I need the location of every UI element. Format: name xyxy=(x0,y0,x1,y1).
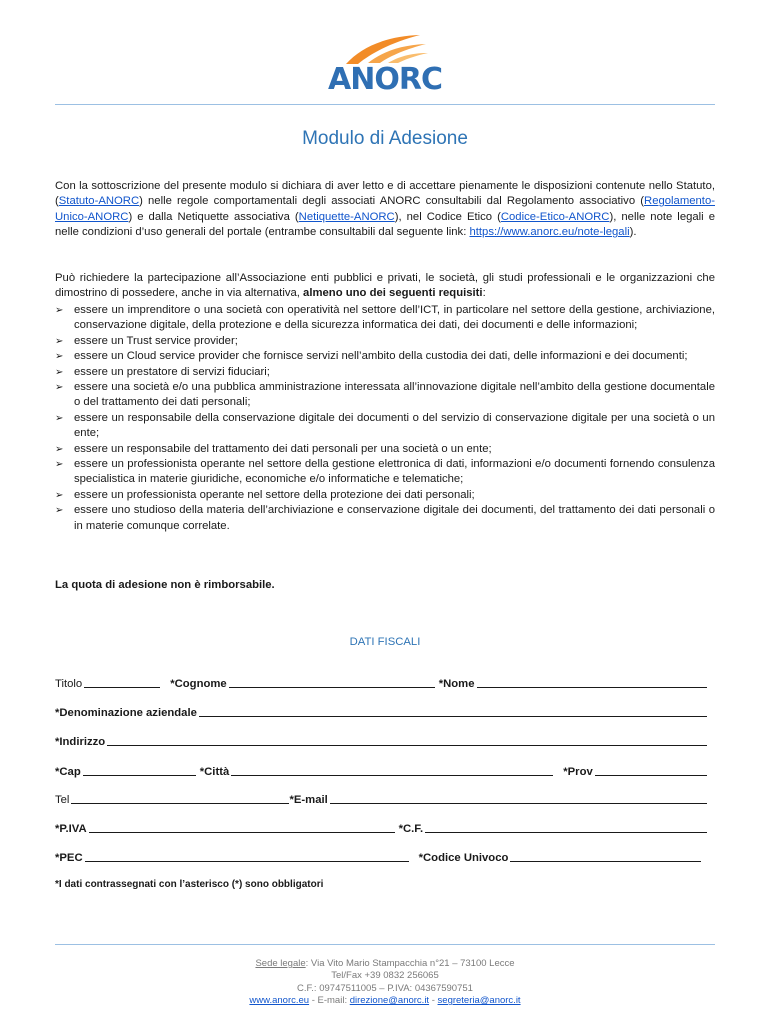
requirements-intro: Può richiedere la partecipazione all’Associazione enti pubblici e privati, le società, gli studi professionali e le organizzazioni che dimostrino di possedere, anche in via alternativa, almeno uno dei seguenti requisiti: xyxy=(55,272,715,300)
citta-label: *Città xyxy=(199,766,230,778)
arrow-bullet-icon: ➢ xyxy=(55,335,64,347)
footer-telfax: Tel/Fax +39 0832 256065 xyxy=(331,970,439,982)
arrow-bullet-icon: ➢ xyxy=(55,489,64,501)
list-item: ➢ essere un prestatore di servizi fiduciari; xyxy=(55,365,715,380)
note-legali-link[interactable]: https://www.anorc.eu/note-legali xyxy=(469,226,630,239)
header-divider xyxy=(55,104,715,105)
requirements-list xyxy=(55,303,715,534)
list-item: ➢ essere un responsabile del trattamento dei dati personali per una società o un ente; xyxy=(55,442,715,457)
piva-field[interactable] xyxy=(89,820,395,833)
regolamento-link[interactable]: Regolamento-Unico-ANORC xyxy=(55,195,715,223)
form-row-cap xyxy=(55,760,707,778)
statuto-link[interactable]: Statuto-ANORC xyxy=(58,195,140,208)
website-link[interactable]: www.anorc.eu xyxy=(249,995,310,1007)
cf-field[interactable] xyxy=(425,820,707,833)
titolo-field[interactable] xyxy=(84,675,160,688)
cognome-field[interactable] xyxy=(229,675,435,688)
indirizzo-label: *Indirizzo xyxy=(55,736,106,748)
denominazione-field[interactable] xyxy=(199,704,707,717)
tel-field[interactable] xyxy=(71,791,289,804)
form-row-names xyxy=(55,672,707,690)
denominazione-label: *Denominazione aziendale xyxy=(55,707,197,719)
refund-note: La quota di adesione non è rimborsabile. xyxy=(55,579,275,591)
list-item: ➢ essere una società e/o una pubblica amministrazione interessata all’innovazione digitale nell’ambito della gestione documentale o del trattamento dei dati personali; xyxy=(55,381,715,409)
arrow-bullet-icon: ➢ xyxy=(55,443,64,455)
codice-univoco-label: *Codice Univoco xyxy=(418,852,509,864)
arrow-bullet-icon: ➢ xyxy=(55,351,64,363)
cap-label: *Cap xyxy=(55,766,81,778)
pec-field[interactable] xyxy=(85,849,409,862)
footer xyxy=(0,958,770,1008)
nome-field[interactable] xyxy=(477,675,707,688)
footer-cf-piva: C.F.: 09747511005 – P.IVA: 04367590751 xyxy=(297,982,473,994)
arrow-bullet-icon: ➢ xyxy=(55,382,64,394)
arrow-bullet-icon: ➢ xyxy=(55,505,64,517)
indirizzo-field[interactable] xyxy=(107,733,707,746)
nome-label: *Nome xyxy=(438,678,475,690)
netiquette-link[interactable]: Netiquette-ANORC xyxy=(298,210,395,223)
list-item: ➢ essere un professionista operante nel settore della gestione elettronica di dati, informazioni e/o documenti fornendo consulenza specialistica in materie giuridiche, economiche e/o informatiche e telematiche; xyxy=(55,458,715,486)
email-field[interactable] xyxy=(330,791,707,804)
intro-paragraph: Con la sottoscrizione del presente modulo si dichiara di aver letto e di accettare pienamente le disposizioni contenute nello Statuto, (Statuto-ANORC) nelle regole comportamentali degli associati ANORC consultabili dal Regolamento associativo (Regolamento-Unico-ANORC) e dalla Netiquette associativa (Netiquette-ANORC), nel Codice Etico (Codice-Etico-ANORC), nelle note legali e nelle condizioni d’uso generali del portale (entrambe consultabili dal seguente link: https://www.anorc.eu/note-legali). xyxy=(55,180,715,239)
page-title: Modulo di Adesione xyxy=(302,128,468,149)
footer-address: Sede legale: Via Vito Mario Stampacchia n°21 – 73100 Lecce xyxy=(255,958,515,969)
arrow-bullet-icon: ➢ xyxy=(55,366,64,378)
form-row-denominazione xyxy=(55,701,707,719)
cognome-label: *Cognome xyxy=(170,678,227,690)
email-label: *E-mail xyxy=(289,794,328,806)
citta-field[interactable] xyxy=(231,763,553,776)
footer-divider xyxy=(55,944,715,945)
codice-univoco-field[interactable] xyxy=(510,849,701,862)
anorc-logo xyxy=(318,32,452,96)
footer-contacts: www.anorc.eu - E-mail: direzione@anorc.it - segreteria@anorc.it xyxy=(249,995,521,1007)
form-row-fiscal xyxy=(55,817,707,835)
list-item: ➢ essere uno studioso della materia dell’archiviazione e conservazione digitale dei documenti, del trattamento dei dati personali o in materie comunque correlate. xyxy=(55,504,715,532)
prov-field[interactable] xyxy=(595,763,707,776)
arrow-bullet-icon: ➢ xyxy=(55,305,64,316)
email-direzione-link[interactable]: direzione@anorc.it xyxy=(349,995,430,1007)
logo-swoosh-icon xyxy=(338,32,432,66)
arrow-bullet-icon: ➢ xyxy=(55,412,64,424)
list-item: ➢ essere un imprenditore o una società con operatività nel settore dell’ICT, in particolare nel settore della gestione, archiviazione, conservazione digitale, della protezione e della sicurezza informatica dei dati, dei documenti e delle informazioni; xyxy=(55,304,715,332)
tel-label: Tel xyxy=(55,794,70,806)
cf-label: *C.F. xyxy=(398,823,424,835)
email-segreteria-link[interactable]: segreteria@anorc.it xyxy=(437,995,521,1007)
form-row-indirizzo xyxy=(55,730,707,748)
requirements-emphasis: almeno uno dei seguenti requisiti xyxy=(303,287,483,300)
form-row-contacts xyxy=(55,788,707,806)
logo-text: ANORC xyxy=(328,62,442,97)
sede-legale-label: Sede legale xyxy=(255,958,306,969)
section-title-dati-fiscali: DATI FISCALI xyxy=(349,636,421,648)
piva-label: *P.IVA xyxy=(55,823,87,835)
codice-etico-link[interactable]: Codice-Etico-ANORC xyxy=(500,210,610,223)
required-fields-note: *I dati contrassegnati con l’asterisco (*) sono obbligatori xyxy=(55,879,324,890)
pec-label: *PEC xyxy=(55,852,83,864)
form-row-pec xyxy=(55,846,707,864)
list-item: ➢ essere un responsabile della conservazione digitale dei documenti o del servizio di conservazione digitale per una società o un ente; xyxy=(55,411,715,440)
titolo-label: Titolo xyxy=(55,678,83,690)
list-item: ➢ essere un Trust service provider; xyxy=(55,334,715,349)
prov-label: *Prov xyxy=(563,766,593,778)
list-item: ➢ essere un professionista operante nel settore della protezione dei dati personali; xyxy=(55,488,715,503)
cap-field[interactable] xyxy=(83,763,196,776)
arrow-bullet-icon: ➢ xyxy=(55,459,64,471)
list-item: ➢ essere un Cloud service provider che fornisce servizi nell’ambito della custodia dei dati, delle informazioni e dei documenti; xyxy=(55,349,715,364)
